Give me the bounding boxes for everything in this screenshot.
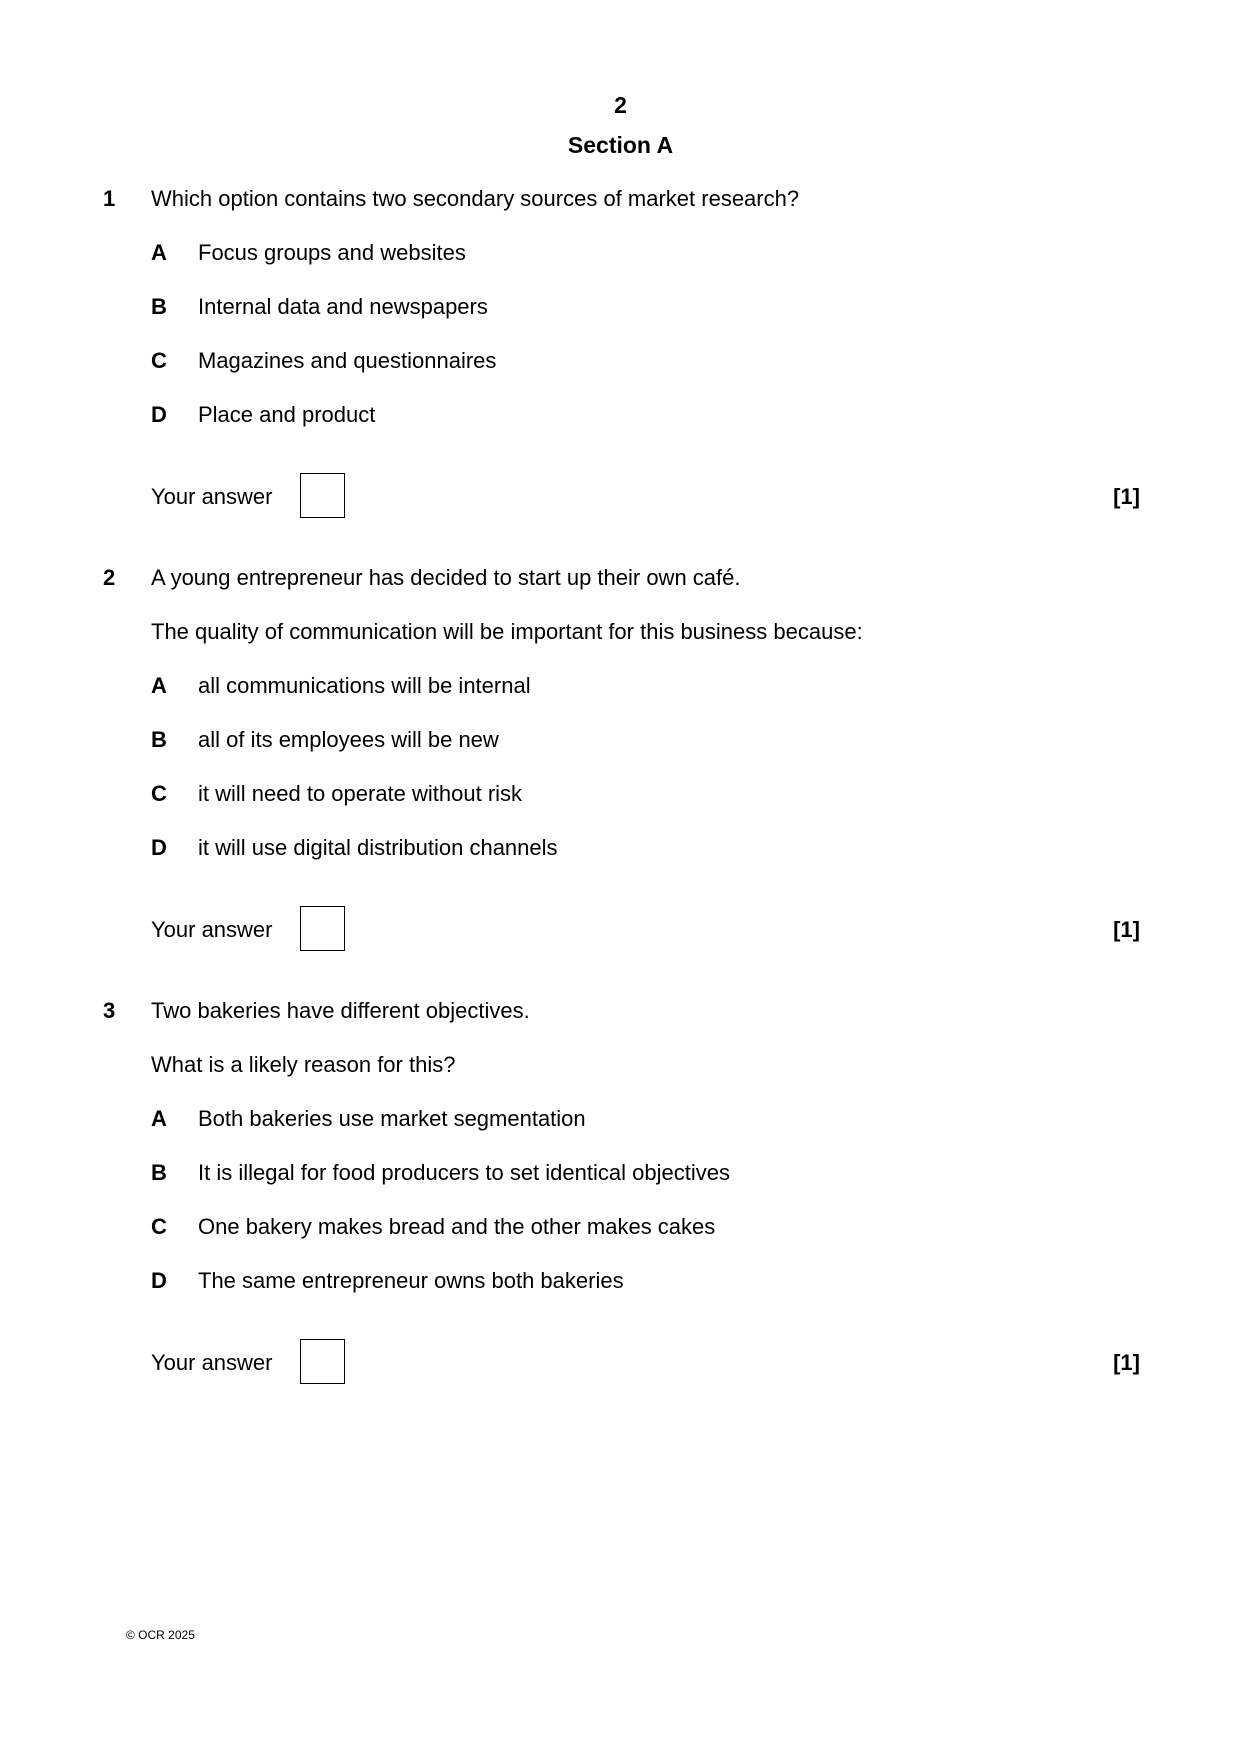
answer-label: Your answer xyxy=(151,1350,273,1375)
option-text-a: Focus groups and websites xyxy=(198,240,466,265)
copyright-footer: © OCR 2025 xyxy=(126,1628,195,1642)
section-title: Section A xyxy=(567,132,674,158)
answer-box[interactable] xyxy=(300,906,345,951)
answer-box[interactable] xyxy=(300,1339,345,1384)
answer-label: Your answer xyxy=(151,484,273,509)
option-letter-c: C xyxy=(151,781,167,806)
marks-label: [1] xyxy=(1113,917,1140,942)
marks-label: [1] xyxy=(1113,484,1140,509)
question-stem-line-2: What is a likely reason for this? xyxy=(151,1052,456,1077)
answer-label: Your answer xyxy=(151,917,273,942)
option-letter-a: A xyxy=(151,240,167,265)
option-text-b: all of its employees will be new xyxy=(198,727,499,752)
option-letter-c: C xyxy=(151,348,167,373)
option-text-d: it will use digital distribution channels xyxy=(198,835,558,860)
option-text-c: One bakery makes bread and the other makes cakes xyxy=(198,1214,716,1239)
question-stem-line-2: The quality of communication will be important for this business because: xyxy=(151,619,863,644)
option-letter-d: D xyxy=(151,402,167,427)
option-letter-b: B xyxy=(151,294,167,319)
option-text-c: it will need to operate without risk xyxy=(198,781,523,806)
question-number: 3 xyxy=(103,998,116,1023)
question-stem: Two bakeries have different objectives. xyxy=(151,998,530,1023)
option-text-a: Both bakeries use market segmentation xyxy=(198,1106,586,1131)
question-stem: Which option contains two secondary sources of market research? xyxy=(151,186,800,211)
question-number: 1 xyxy=(103,186,116,211)
option-letter-b: B xyxy=(151,1160,167,1185)
option-letter-a: A xyxy=(151,673,167,698)
question-stem: A young entrepreneur has decided to start up their own café. xyxy=(151,565,741,590)
option-text-d: Place and product xyxy=(198,402,376,427)
option-letter-b: B xyxy=(151,727,167,752)
question-number: 2 xyxy=(103,565,116,590)
option-letter-d: D xyxy=(151,835,167,860)
option-letter-c: C xyxy=(151,1214,167,1239)
option-text-c: Magazines and questionnaires xyxy=(198,348,497,373)
option-letter-a: A xyxy=(151,1106,167,1131)
marks-label: [1] xyxy=(1113,1350,1140,1375)
option-letter-d: D xyxy=(151,1268,167,1293)
option-text-b: Internal data and newspapers xyxy=(198,294,488,319)
option-text-a: all communications will be internal xyxy=(198,673,531,698)
option-text-b: It is illegal for food producers to set identical objectives xyxy=(198,1160,730,1185)
answer-box[interactable] xyxy=(300,473,345,518)
page-number: 2 xyxy=(614,92,627,118)
option-text-d: The same entrepreneur owns both bakeries xyxy=(198,1268,624,1293)
